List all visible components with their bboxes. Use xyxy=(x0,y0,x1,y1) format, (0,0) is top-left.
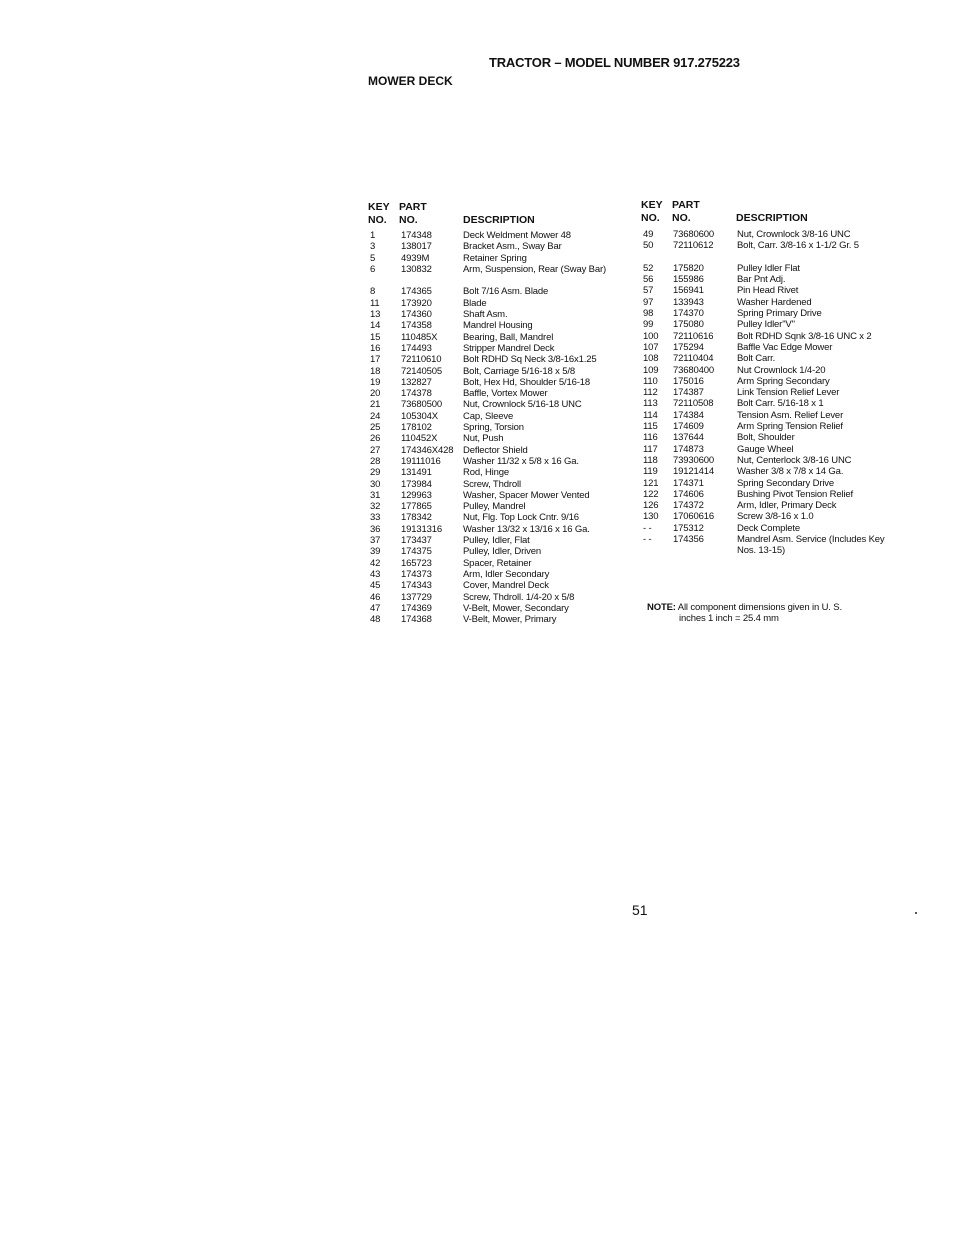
key-number: 116 xyxy=(643,432,658,444)
key-number: 43 xyxy=(370,568,381,580)
part-number: 133943 xyxy=(673,296,704,308)
key-no-header: KEY NO. xyxy=(368,201,390,226)
part-description: Arm, Suspension, Rear (Sway Bar) xyxy=(463,263,607,275)
key-number: 113 xyxy=(643,398,658,410)
part-number: 137644 xyxy=(673,432,704,444)
part-description: Cap, Sleeve xyxy=(463,410,514,422)
parts-list-right xyxy=(641,229,891,557)
table-row xyxy=(641,263,891,274)
page-title: TRACTOR – MODEL NUMBER 917.275223 xyxy=(489,55,740,70)
table-row xyxy=(641,398,891,409)
table-row xyxy=(368,264,618,287)
table-row xyxy=(368,603,618,614)
part-number: 156941 xyxy=(673,285,704,297)
part-description: Screw 3/8-16 x 1.0 xyxy=(737,511,814,523)
key-number: 98 xyxy=(643,308,654,320)
key-number: 49 xyxy=(643,229,654,240)
part-description: Deck Weldment Mower 48 xyxy=(463,230,571,241)
part-number: 174369 xyxy=(401,602,432,614)
table-row xyxy=(368,332,618,343)
table-row xyxy=(368,433,618,444)
part-description: V-Belt, Mower, Secondary xyxy=(463,602,569,614)
key-number: 8 xyxy=(370,286,376,298)
part-number: 173437 xyxy=(401,535,432,547)
key-number: 31 xyxy=(370,489,381,501)
key-number: 42 xyxy=(370,557,381,569)
key-number: 6 xyxy=(370,263,376,275)
part-description: Pulley Idler Flat xyxy=(737,262,800,274)
part-number: 174358 xyxy=(401,320,432,332)
note-label: NOTE: xyxy=(647,602,676,613)
part-description: Nut, Crownlock 5/16-18 UNC xyxy=(463,399,582,411)
key-number: 52 xyxy=(643,262,654,274)
table-row xyxy=(368,479,618,490)
table-row xyxy=(368,354,618,365)
part-description: Deflector Shield xyxy=(463,444,528,456)
part-number: 174378 xyxy=(401,388,432,400)
table-row xyxy=(641,365,891,376)
key-number: 46 xyxy=(370,591,381,603)
key-number: 47 xyxy=(370,602,381,614)
part-number: 72110508 xyxy=(673,398,714,410)
part-description: Bolt RDHD Sq Neck 3/8-16x1.25 xyxy=(463,354,597,366)
part-number: 131491 xyxy=(401,467,432,479)
key-number: 50 xyxy=(643,240,654,252)
part-number: 105304X xyxy=(401,410,438,422)
part-description: Blade xyxy=(463,297,487,309)
note xyxy=(647,602,842,625)
part-description: Bar Pnt Adj. xyxy=(737,274,786,286)
part-description: Arm Spring Secondary xyxy=(737,375,830,387)
key-number: 28 xyxy=(370,455,381,467)
key-number: 126 xyxy=(643,500,659,512)
part-description: Bolt RDHD Sqnk 3/8-16 UNC x 2 xyxy=(737,330,872,342)
part-description: Nut, Push xyxy=(463,433,504,445)
part-number: 174343 xyxy=(401,580,432,592)
table-row xyxy=(641,511,891,522)
part-description: Nut Crownlock 1/4-20 xyxy=(737,364,826,376)
key-number: 5 xyxy=(370,252,376,264)
part-description: Mandrel Asm. Service (Includes Key Nos. 13-15) xyxy=(737,534,885,557)
table-row xyxy=(641,444,891,455)
key-number: - - xyxy=(643,522,652,534)
table-row xyxy=(641,421,891,432)
part-number: 174371 xyxy=(673,477,704,489)
part-description: Arm Spring Tension Relief xyxy=(737,421,843,433)
table-row xyxy=(368,467,618,478)
table-row xyxy=(641,240,891,263)
key-number: 114 xyxy=(643,409,658,421)
part-number: 137729 xyxy=(401,591,432,603)
part-number: 174346X428 xyxy=(401,444,454,456)
part-number: 174493 xyxy=(401,342,432,354)
table-row xyxy=(641,353,891,364)
part-description: Spacer, Retainer xyxy=(463,557,532,569)
part-description: Bolt, Carr. 3/8-16 x 1-1/2 Gr. 5 xyxy=(737,240,859,252)
part-number: 173984 xyxy=(401,478,432,490)
part-number: 174606 xyxy=(673,488,704,500)
table-row xyxy=(368,253,618,264)
key-number: 37 xyxy=(370,535,381,547)
key-number: 56 xyxy=(643,274,654,286)
table-row xyxy=(368,320,618,331)
part-description: Gauge Wheel xyxy=(737,443,794,455)
table-row xyxy=(641,342,891,353)
key-number: - - xyxy=(643,534,652,546)
key-number: 3 xyxy=(370,241,376,253)
part-description: Rod, Hinge xyxy=(463,467,510,479)
table-row xyxy=(641,489,891,500)
part-number: 174365 xyxy=(401,286,432,298)
part-number: 174384 xyxy=(673,409,704,421)
part-number: 174368 xyxy=(401,614,432,626)
stray-mark xyxy=(915,912,917,914)
part-number: 175294 xyxy=(673,341,704,353)
table-row xyxy=(368,286,618,297)
table-row xyxy=(368,558,618,569)
key-no-header-right: KEY NO. xyxy=(641,199,663,224)
part-number: 174370 xyxy=(673,308,704,320)
part-description: Nut, Centerlock 3/8-16 UNC xyxy=(737,454,852,466)
part-number: 174375 xyxy=(401,546,432,558)
part-number: 174348 xyxy=(401,230,432,241)
table-row xyxy=(368,580,618,591)
table-row xyxy=(368,388,618,399)
part-number: 72110612 xyxy=(673,240,714,252)
table-row xyxy=(368,546,618,557)
table-row xyxy=(641,376,891,387)
part-description: Pulley Idler"V" xyxy=(737,319,795,331)
part-description: Baffle, Vortex Mower xyxy=(463,388,548,400)
key-number: 39 xyxy=(370,546,381,558)
part-number: 174360 xyxy=(401,309,432,321)
part-description: Bolt Carr. xyxy=(737,353,776,365)
parts-list-left xyxy=(368,230,618,625)
table-row xyxy=(368,230,618,241)
note-text-line1: All component dimensions given in U. S. xyxy=(677,602,842,613)
part-description: Mandrel Housing xyxy=(463,320,533,332)
part-description: Pulley, Idler, Driven xyxy=(463,546,541,558)
table-row xyxy=(641,466,891,477)
table-row xyxy=(368,298,618,309)
table-row xyxy=(641,297,891,308)
part-description: Pin Head Rivet xyxy=(737,285,799,297)
part-description: Bolt, Hex Hd, Shoulder 5/16-18 xyxy=(463,376,590,388)
table-row xyxy=(641,285,891,296)
key-number: 97 xyxy=(643,296,654,308)
part-number: 19111016 xyxy=(401,455,441,467)
description-header-right: DESCRIPTION xyxy=(736,212,808,224)
key-number: 20 xyxy=(370,388,381,400)
key-number: 25 xyxy=(370,422,381,434)
part-description: Bolt Carr. 5/16-18 x 1 xyxy=(737,398,824,410)
part-description: Baffle Vac Edge Mower xyxy=(737,341,833,353)
key-number: 27 xyxy=(370,444,381,456)
part-number: 73680400 xyxy=(673,364,715,376)
part-number: 138017 xyxy=(401,241,432,253)
table-row xyxy=(368,501,618,512)
part-description: Washer 11/32 x 5/8 x 16 Ga. xyxy=(463,455,579,467)
part-description: Washer 13/32 x 13/16 x 16 Ga. xyxy=(463,523,590,535)
key-number: 110 xyxy=(643,375,658,387)
part-number: 132827 xyxy=(401,376,432,388)
part-number: 72110404 xyxy=(673,353,714,365)
part-number: 130832 xyxy=(401,263,432,275)
table-row xyxy=(641,410,891,421)
part-description: Retainer Spring xyxy=(463,252,527,264)
part-description: Washer 3/8 x 7/8 x 14 Ga. xyxy=(737,466,844,478)
table-row xyxy=(641,523,891,534)
part-number: 175080 xyxy=(673,319,704,331)
key-number: 32 xyxy=(370,501,381,513)
key-number: 21 xyxy=(370,399,381,411)
table-row xyxy=(368,512,618,523)
part-number: 174873 xyxy=(673,443,704,455)
key-number: 109 xyxy=(643,364,659,376)
table-row xyxy=(368,490,618,501)
key-number: 33 xyxy=(370,512,381,524)
part-number: 73930600 xyxy=(673,454,715,466)
table-row xyxy=(368,399,618,410)
part-number: 110452X xyxy=(401,433,438,445)
part-number: 129963 xyxy=(401,489,432,501)
key-number: 112 xyxy=(643,387,658,399)
table-row xyxy=(641,478,891,489)
part-description: Screw, Thdroll. 1/4-20 x 5/8 xyxy=(463,591,575,603)
part-number: 178342 xyxy=(401,512,432,524)
table-row xyxy=(368,343,618,354)
table-row xyxy=(641,319,891,330)
part-number: 165723 xyxy=(401,557,432,569)
part-description: Bracket Asm., Sway Bar xyxy=(463,241,562,253)
key-number: 1 xyxy=(370,230,376,241)
key-number: 118 xyxy=(643,454,658,466)
table-row xyxy=(368,377,618,388)
key-number: 117 xyxy=(643,443,658,455)
part-number: 72140505 xyxy=(401,365,443,377)
part-number: 175820 xyxy=(673,262,704,274)
part-number: 4939M xyxy=(401,252,430,264)
part-no-header-right: PART NO. xyxy=(672,199,700,224)
part-description: Bearing, Ball, Mandrel xyxy=(463,331,554,343)
part-number: 73680500 xyxy=(401,399,443,411)
part-description: Arm, Idler Secondary xyxy=(463,568,550,580)
key-number: 108 xyxy=(643,353,659,365)
part-number: 19131316 xyxy=(401,523,443,535)
part-description: Screw, Thdroll xyxy=(463,478,521,490)
part-description: Tension Asm. Relief Lever xyxy=(737,409,844,421)
key-number: 36 xyxy=(370,523,381,535)
key-number: 16 xyxy=(370,342,381,354)
part-description: Spring Secondary Drive xyxy=(737,477,835,489)
key-number: 122 xyxy=(643,488,659,500)
part-number: 174609 xyxy=(673,421,704,433)
part-description: Cover, Mandrel Deck xyxy=(463,580,549,592)
page-number: 51 xyxy=(632,902,648,918)
table-row xyxy=(368,456,618,467)
key-number: 99 xyxy=(643,319,654,331)
part-number: 72110610 xyxy=(401,354,442,366)
part-description: Nut, Flg. Top Lock Cntr. 9/16 xyxy=(463,512,579,524)
description-header: DESCRIPTION xyxy=(463,214,535,226)
key-number: 11 xyxy=(370,297,380,309)
key-number: 57 xyxy=(643,285,654,297)
part-description: Spring, Torsion xyxy=(463,422,524,434)
part-number: 178102 xyxy=(401,422,432,434)
part-description: Shaft Asm. xyxy=(463,309,508,321)
part-description: Washer Hardened xyxy=(737,296,812,308)
part-number: 173920 xyxy=(401,297,432,309)
part-number: 73680600 xyxy=(673,229,715,240)
note-text-line2: inches 1 inch = 25.4 mm xyxy=(679,613,779,625)
part-no-header: PART NO. xyxy=(399,201,427,226)
table-row xyxy=(368,614,618,625)
part-number: 174356 xyxy=(673,534,704,546)
key-number: 119 xyxy=(643,466,658,478)
table-row xyxy=(641,331,891,342)
key-number: 17 xyxy=(370,354,381,366)
table-row xyxy=(641,534,891,557)
part-description: Bolt, Carriage 5/16-18 x 5/8 xyxy=(463,365,575,377)
part-number: 175312 xyxy=(673,522,704,534)
part-description: Pulley, Idler, Flat xyxy=(463,535,530,547)
key-number: 26 xyxy=(370,433,381,445)
part-description: Bolt 7/16 Asm. Blade xyxy=(463,286,549,298)
table-row xyxy=(368,592,618,603)
part-number: 17060616 xyxy=(673,511,715,523)
part-description: Arm, Idler, Primary Deck xyxy=(737,500,837,512)
part-number: 174373 xyxy=(401,568,432,580)
part-number: 177865 xyxy=(401,501,432,513)
part-description: Bolt, Shoulder xyxy=(737,432,795,444)
part-number: 174372 xyxy=(673,500,704,512)
table-row xyxy=(368,411,618,422)
table-row xyxy=(641,274,891,285)
part-number: 110485X xyxy=(401,331,438,343)
key-number: 107 xyxy=(643,341,659,353)
table-row xyxy=(641,500,891,511)
part-description: Link Tension Relief Lever xyxy=(737,387,840,399)
part-description: Spring Primary Drive xyxy=(737,308,822,320)
part-description: V-Belt, Mower, Primary xyxy=(463,614,557,626)
key-number: 13 xyxy=(370,309,381,321)
table-row xyxy=(641,455,891,466)
table-row xyxy=(641,387,891,398)
table-row xyxy=(368,309,618,320)
key-number: 48 xyxy=(370,614,381,626)
part-number: 175016 xyxy=(673,375,704,387)
table-row xyxy=(368,422,618,433)
key-number: 29 xyxy=(370,467,381,479)
key-number: 130 xyxy=(643,511,659,523)
table-row xyxy=(368,524,618,535)
part-description: Nut, Crownlock 3/8-16 UNC xyxy=(737,229,851,240)
part-description: Bushing Pivot Tension Relief xyxy=(737,488,854,500)
part-description: Washer, Spacer Mower Vented xyxy=(463,489,590,501)
key-number: 30 xyxy=(370,478,381,490)
key-number: 18 xyxy=(370,365,381,377)
key-number: 19 xyxy=(370,376,381,388)
table-row xyxy=(368,241,618,252)
part-number: 19121414 xyxy=(673,466,715,478)
key-number: 100 xyxy=(643,330,659,342)
key-number: 15 xyxy=(370,331,381,343)
table-row xyxy=(368,535,618,546)
key-number: 14 xyxy=(370,320,381,332)
part-description: Stripper Mandrel Deck xyxy=(463,342,555,354)
table-row xyxy=(368,366,618,377)
table-row xyxy=(641,432,891,443)
part-number: 72110616 xyxy=(673,330,714,342)
section-title: MOWER DECK xyxy=(368,74,453,88)
part-number: 155986 xyxy=(673,274,704,286)
part-description: Deck Complete xyxy=(737,522,800,534)
key-number: 115 xyxy=(643,421,658,433)
table-row xyxy=(641,308,891,319)
part-number: 174387 xyxy=(673,387,704,399)
table-row xyxy=(368,445,618,456)
table-row xyxy=(641,229,891,240)
key-number: 24 xyxy=(370,410,381,422)
table-row xyxy=(368,569,618,580)
key-number: 45 xyxy=(370,580,381,592)
part-description: Pulley, Mandrel xyxy=(463,501,526,513)
key-number: 121 xyxy=(643,477,659,489)
